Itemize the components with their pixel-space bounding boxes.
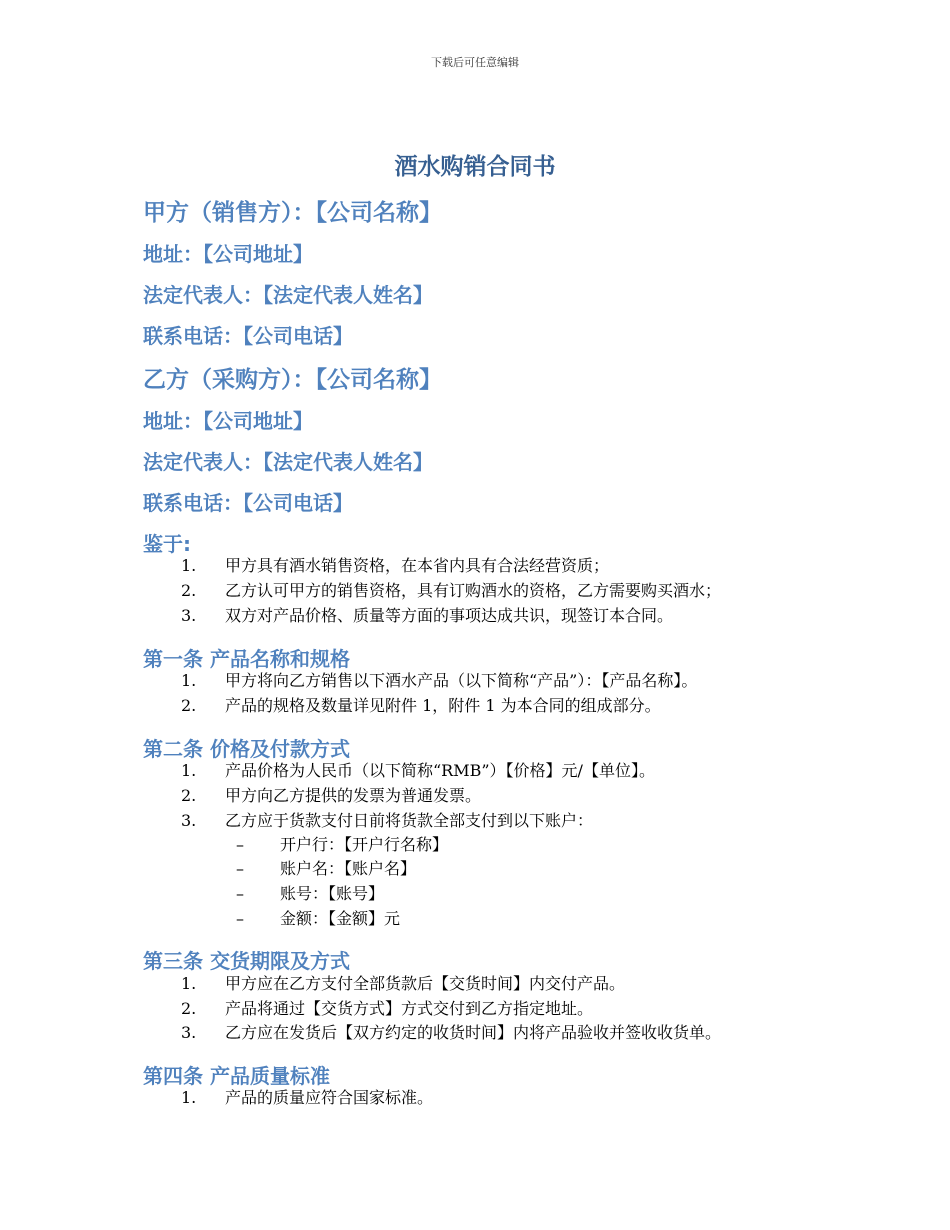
list-number: 2. [181, 581, 197, 600]
list-text: 甲方向乙方提供的发票为普通发票。 [225, 786, 482, 805]
sub-list-text: 金额：【金额】元 [280, 909, 401, 928]
list-number: 1. [181, 1088, 197, 1107]
list-text: 产品将通过【交货方式】方式交付到乙方指定地址。 [225, 999, 594, 1018]
dash-bullet: – [236, 859, 244, 878]
article-2-heading: 第二条 价格及付款方式 [143, 737, 350, 761]
list-text: 甲方将向乙方销售以下酒水产品（以下简称“产品”）：【产品名称】。 [225, 671, 698, 690]
list-number: 3. [181, 606, 197, 625]
list-text: 乙方认可甲方的销售资格，具有订购酒水的资格，乙方需要购买酒水； [225, 581, 722, 600]
list-number: 2. [181, 786, 197, 805]
list-number: 1. [181, 556, 197, 575]
party-b-phone: 联系电话：【公司电话】 [143, 491, 353, 515]
dash-bullet: – [236, 909, 244, 928]
sub-list-text: 账号：【账号】 [280, 884, 385, 903]
list-text: 甲方应在乙方支付全部货款后【交货时间】内交付产品。 [225, 974, 626, 993]
dash-bullet: – [236, 835, 244, 854]
whereas-heading: 鉴于: [143, 532, 191, 556]
article-1-heading: 第一条 产品名称和规格 [143, 647, 350, 671]
document-title: 酒水购销合同书 [394, 154, 556, 180]
sub-list-text: 开户行：【开户行名称】 [280, 835, 449, 854]
list-text: 产品价格为人民币（以下简称“RMB”）【价格】元/【单位】。 [225, 761, 655, 780]
list-text: 双方对产品价格、质量等方面的事项达成共识，现签订本合同。 [225, 606, 674, 625]
sub-list-text: 账户名：【账户名】 [280, 859, 417, 878]
list-number: 1. [181, 761, 197, 780]
list-text: 甲方具有酒水销售资格，在本省内具有合法经营资质； [225, 556, 610, 575]
article-3-heading: 第三条 交货期限及方式 [143, 949, 350, 973]
list-number: 2. [181, 696, 197, 715]
dash-bullet: – [236, 884, 244, 903]
header-note: 下载后可任意编辑 [431, 56, 519, 69]
party-a-legal-rep: 法定代表人：【法定代表人姓名】 [143, 283, 433, 307]
party-a-phone: 联系电话：【公司电话】 [143, 324, 353, 348]
list-text: 乙方应在发货后【双方约定的收货时间】内将产品验收并签收收货单。 [225, 1023, 722, 1042]
list-text: 产品的质量应符合国家标准。 [225, 1088, 434, 1107]
list-text: 产品的规格及数量详见附件 1，附件 1 为本合同的组成部分。 [225, 696, 661, 715]
party-b-legal-rep: 法定代表人：【法定代表人姓名】 [143, 450, 433, 474]
list-number: 1. [181, 671, 197, 690]
list-number: 3. [181, 1023, 197, 1042]
list-number: 3. [181, 811, 197, 830]
article-4-heading: 第四条 产品质量标准 [143, 1064, 330, 1088]
party-b-heading: 乙方（采购方）：【公司名称】 [143, 367, 442, 393]
list-number: 1. [181, 974, 197, 993]
list-number: 2. [181, 999, 197, 1018]
party-b-address: 地址：【公司地址】 [143, 409, 313, 433]
party-a-address: 地址：【公司地址】 [143, 242, 313, 266]
party-a-heading: 甲方（销售方）：【公司名称】 [143, 200, 442, 226]
list-text: 乙方应于货款支付日前将货款全部支付到以下账户： [225, 811, 594, 830]
